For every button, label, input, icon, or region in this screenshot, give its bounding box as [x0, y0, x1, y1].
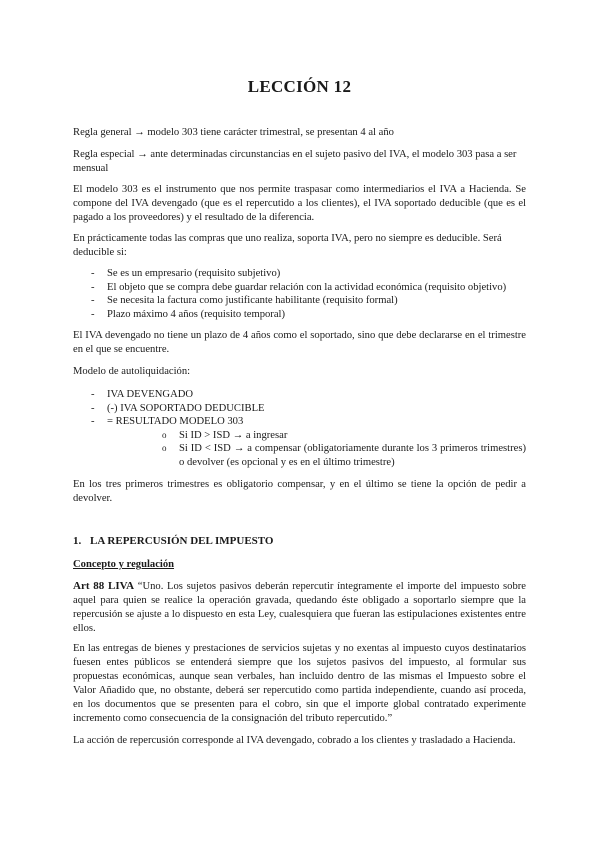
- page-title: LECCIÓN 12: [247, 77, 352, 96]
- article-text: “Uno. Los sujetos pasivos deberán repercutir íntegramente el importe del impuesto sobre aquel para quien se realice la operación gravada, quedando éste obligado a soportarlo siempre que la repercusión se ajuste a lo dispuesto en esta Ley, cualesquiera que fueran las estipulaciones existentes entre ellos.: [73, 581, 527, 634]
- list-item: - Plazo máximo 4 años (requisito temporal): [91, 308, 285, 320]
- paragraph-compras: En prácticamente todas las compras que uno realiza, soporta IVA, pero no siempre es deducible. Será deducible si:: [73, 233, 502, 258]
- paragraph-iva-devengado: El IVA devengado no tiene un plazo de 4 años como el soportado, sino que debe declararse en el trimestre en el que se encuentre.: [73, 330, 526, 355]
- list-item: - El objeto que se compra debe guardar relación con la actividad económica (requisito objetivo): [91, 281, 507, 293]
- section-number: 1.: [73, 535, 82, 547]
- list-item: - Se necesita la factura como justificante habilitante (requisito formal): [91, 295, 398, 306]
- resultado-sublist: [107, 429, 526, 470]
- paragraph-art-88: [73, 579, 526, 636]
- paragraph-modelo-303: El modelo 303 es el instrumento que nos permite traspasar como intermediarios el IVA a Hacienda. Se compone del IVA devengado (que es el repercutido a los clientes), el IVA soportado deducible (que es el pagado a los proveedores) y el resultado de la diferencia.: [73, 184, 526, 223]
- requisitos-list: [73, 267, 526, 321]
- paragraph-trimestres: En los tres primeros trimestres es obligatorio compensar, y en el último se tiene la opción de pedir a devolver.: [73, 479, 526, 504]
- list-item: - (-) IVA SOPORTADO DEDUCIBLE: [91, 402, 265, 414]
- sublist-item: o Si ID > ISD → a ingresar: [162, 429, 288, 441]
- list-item: - = RESULTADO MODELO 303 o Si ID > ISD → a ingresar o Si ID < ISD → a compensar (obligatoriamente durante los 3 primeros trimestres) o devolver (es opcional y es en el último trimestre): [91, 416, 526, 468]
- section-title: LA REPERCUSIÓN DEL IMPUESTO: [90, 535, 274, 547]
- paragraph-entregas: En las entregas de bienes y prestaciones de servicios sujetas y no exentas al impuesto cuyos destinatarios fuesen entes públicos se entenderá siempre que los sujetos pasivos del impuesto, al formular sus propuestas económicas, aunque sean verbales, han incluido dentro de las mismas el Impuesto sobre el Valor Añadido que, no obstante, deberá ser repercutido como partida independiente, cuando así proceda, en los documentos que se presenten para el cobro, sin que el importe global contratado experimente incremento como consecuencia de la consignación del tributo repercutido.”: [73, 643, 526, 724]
- paragraph-autoliquidacion: Modelo de autoliquidación:: [73, 366, 191, 377]
- list-item: - IVA DEVENGADO: [91, 389, 194, 400]
- list-item: - Se es un empresario (requisito subjetivo): [91, 268, 281, 279]
- section-heading: [73, 535, 273, 547]
- subsection-heading: Concepto y regulación: [73, 559, 175, 570]
- autoliquidacion-list: [73, 388, 526, 469]
- paragraph-regla-especial: Regla especial → ante determinadas circunstancias en el sujeto pasivo del IVA, el modelo 303 pasa a ser mensual: [73, 149, 517, 174]
- paragraph-regla-general: Regla general → modelo 303 tiene carácter trimestral, se presentan 4 al año: [73, 127, 394, 138]
- sublist-item: o Si ID < ISD → a compensar (obligatoriamente durante los 3 primeros trimestres) o devolver (es opcional y es en el último trimestre): [162, 443, 526, 468]
- article-reference: Art 88 LIVA: [73, 580, 135, 592]
- paragraph-accion-repercusion: La acción de repercusión corresponde al IVA devengado, cobrado a los clientes y trasladado a Hacienda.: [73, 735, 516, 746]
